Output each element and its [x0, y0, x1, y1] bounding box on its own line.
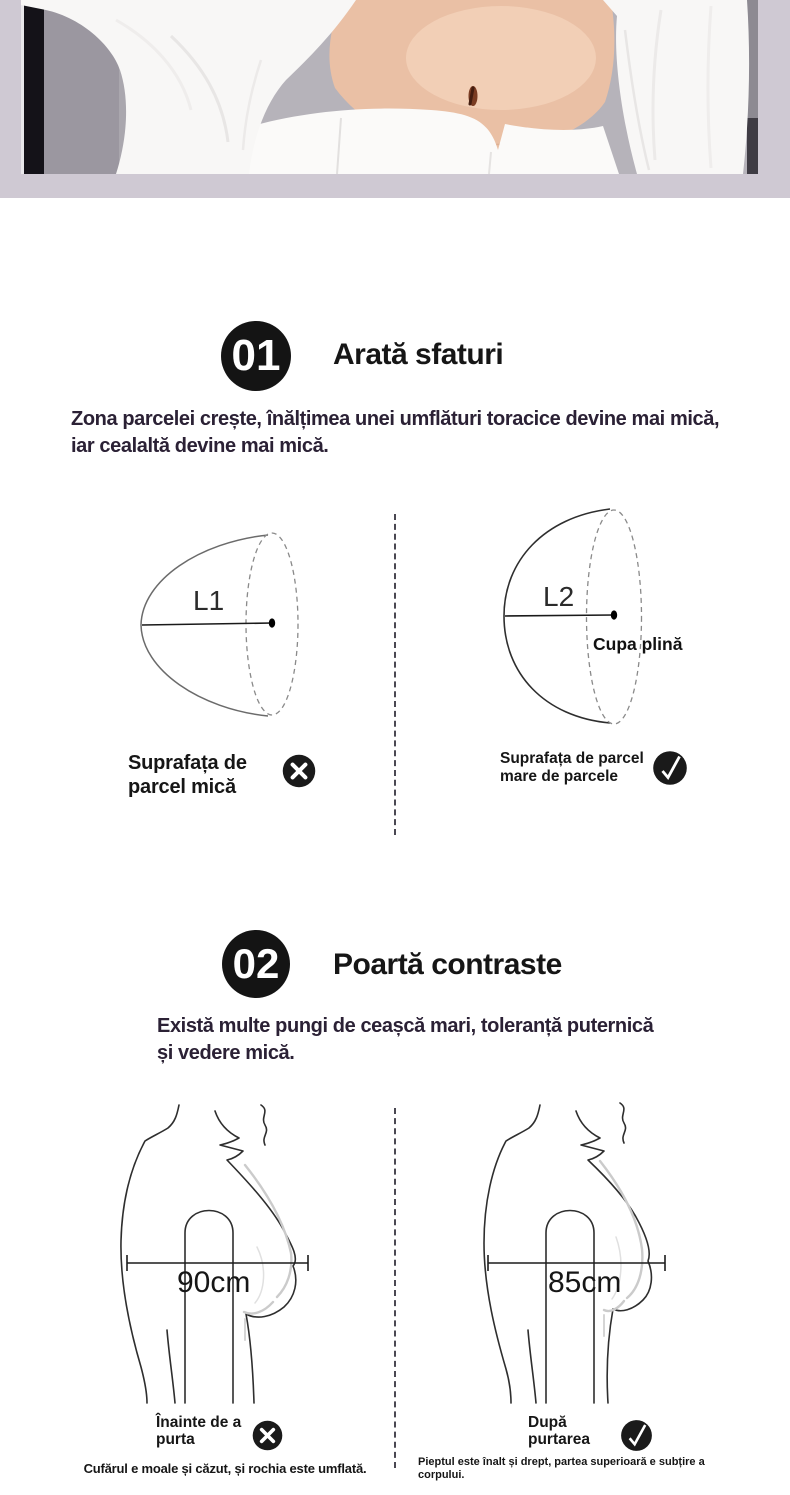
- diagram-right-caption: Suprafața de parcel mare de parcele: [500, 750, 644, 785]
- hero-band: [0, 0, 790, 198]
- dome-left-label: L1: [193, 585, 225, 616]
- full-cup-annotation: Cupa plină: [593, 634, 683, 654]
- figure-right-caption: După purtarea: [528, 1414, 591, 1448]
- dome-right-label: L2: [543, 581, 575, 612]
- cross-icon: [252, 1420, 283, 1451]
- body-profile-after-figure: [478, 1095, 708, 1405]
- torso-photo-art: [21, 0, 758, 174]
- section-1-title: Arată sfaturi: [333, 338, 504, 371]
- section-2-number: 02: [232, 940, 280, 987]
- measurement-after: 85cm: [548, 1266, 622, 1299]
- figure-left-caption: Înainte de a purta: [156, 1414, 242, 1448]
- measurement-before: 90cm: [177, 1266, 251, 1299]
- cross-icon: [282, 754, 316, 788]
- check-icon: [620, 1419, 653, 1452]
- dashed-divider-2: [394, 1108, 396, 1468]
- model-torso-photo: [21, 0, 758, 174]
- section-1-number: 01: [231, 331, 281, 380]
- after-note: Pieptul este înalt și drept, partea superioară e subțire a corpului.: [418, 1456, 705, 1481]
- full-cup-dome-diagram: [500, 503, 650, 725]
- section-2-number-badge: [222, 930, 290, 998]
- section-2-title: Poartă contraste: [333, 948, 562, 981]
- small-cup-dome-diagram: [138, 528, 303, 718]
- section-1-description: Zona parcelei crește, înălțimea unei umflături toracice devine mai mică, iar cealaltă devine mai mică.: [71, 408, 720, 457]
- before-note: Cufărul e moale și căzut, și rochia este umflată.: [83, 1461, 367, 1476]
- section-2-description: Există multe pungi de ceașcă mari, toleranță puternică și vedere mică.: [157, 1015, 654, 1064]
- check-icon: [652, 750, 688, 786]
- dashed-divider-1: [394, 514, 396, 835]
- diagram-left-caption: Suprafața de parcel mică: [128, 752, 247, 798]
- section-1-number-badge: [221, 321, 291, 391]
- body-profile-before-figure: [115, 1095, 345, 1405]
